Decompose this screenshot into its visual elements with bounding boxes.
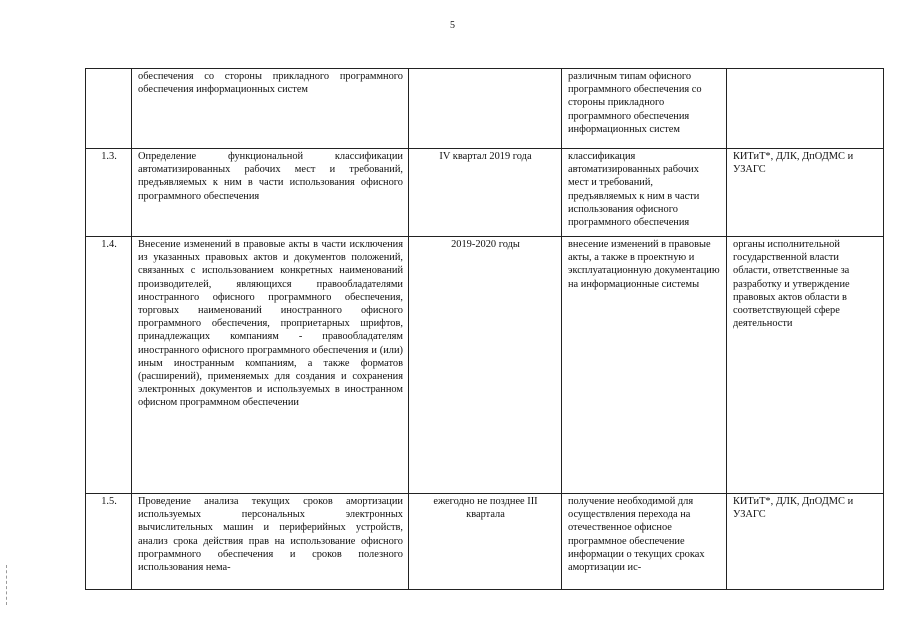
item-deadline-cell: 2019-2020 годы (409, 237, 562, 494)
item-result-cell: получение необходимой для осуществления перехода на отечественное офисное программное обеспечение информации о текущих сроках амортизации ис- (562, 494, 727, 590)
scan-margin-mark (6, 565, 11, 605)
item-description-cell: обеспечения со стороны прикладного программного обеспечения информационных систем (132, 69, 409, 149)
item-result-cell: классификация автоматизированных рабочих мест и требований, предъявляемых к ним в части использования офисного программного обеспечения (562, 149, 727, 237)
item-responsible-cell: КИТиТ*, ДЛК, ДпОДМС и УЗАГС (727, 494, 884, 590)
item-description-cell: Внесение изменений в правовые акты в части исключения из указанных правовых актов и документов положений, связанных с использованием конкретных наименований производителей, являющихся правообладателями иностранного офисного программного обеспечения, торговых наименований иностранного офисного программного обеспечения, проприетарных шрифтов, принадлежащих компаниям - правообладателям иностранного офисного программного обеспечения и (или) иным иностранным компаниям, а также форматов (расширений), применяемых для создания и сохранения электронных документов и используемых в иностранном офисном программном обеспечении (132, 237, 409, 494)
item-responsible-cell: органы исполнительной государственной власти области, ответственные за разработку и утверждение правовых актов области в соответствующей сфере деятельности (727, 237, 884, 494)
item-responsible-cell (727, 69, 884, 149)
table-row (86, 237, 884, 494)
plan-table (85, 68, 884, 590)
item-number-cell (86, 69, 132, 149)
item-deadline-cell (409, 69, 562, 149)
item-number-cell: 1.5. (86, 494, 132, 590)
item-number-cell: 1.3. (86, 149, 132, 237)
table-row (86, 149, 884, 237)
item-deadline-cell: ежегодно не позднее III квартала (409, 494, 562, 590)
item-responsible-cell: КИТиТ*, ДЛК, ДпОДМС и УЗАГС (727, 149, 884, 237)
item-description-cell: Определение функциональной классификации автоматизированных рабочих мест и требований, предъявляемых к ним в части использования офисного программного обеспечения (132, 149, 409, 237)
item-number-cell: 1.4. (86, 237, 132, 494)
item-result-cell: различным типам офисного программного обеспечения со стороны прикладного программного обеспечения информационных систем (562, 69, 727, 149)
table-row (86, 69, 884, 149)
table-row (86, 494, 884, 590)
item-deadline-cell: IV квартал 2019 года (409, 149, 562, 237)
page-number: 5 (450, 20, 455, 31)
item-result-cell: внесение изменений в правовые акты, а также в проектную и эксплуатационную документацию на информационные системы (562, 237, 727, 494)
item-description-cell: Проведение анализа текущих сроков амортизации используемых персональных электронных вычислительных машин и периферийных устройств, анализ срока действия прав на использование офисного программного обеспечения и сроков полезного использования нема- (132, 494, 409, 590)
